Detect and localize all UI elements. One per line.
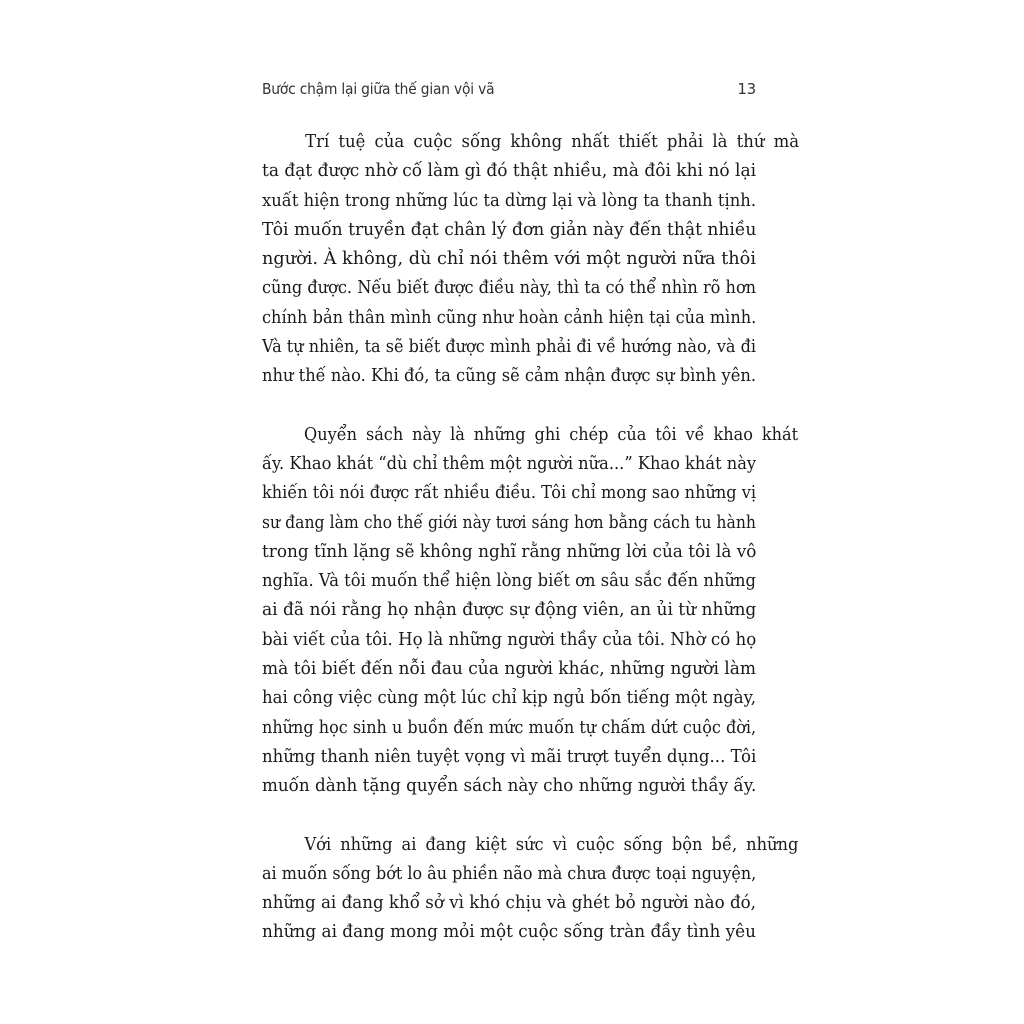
- text-line: bài viết của tôi. Họ là những người thầy của tôi. Nhờ có họ: [262, 628, 757, 650]
- book-title-header: Bước chậm lại giữa thế gian vội vã: [262, 80, 495, 98]
- text-line: ấy. Khao khát “dù chỉ thêm một người nữa...” Khao khát này: [262, 452, 757, 474]
- text-line: Tôi muốn truyền đạt chân lý đơn giản này đến thật nhiều: [262, 218, 757, 240]
- text-line: khiến tôi nói được rất nhiều điều. Tôi chỉ mong sao những vị: [262, 482, 757, 504]
- text-line: Với những ai đang kiệt sức vì cuộc sống bộn bề, những: [304, 833, 799, 855]
- text-line: trong tĩnh lặng sẽ không nghĩ rằng những lời của tôi là vô: [262, 540, 757, 562]
- body-text: [262, 127, 800, 976]
- text-line: mà tôi biết đến nỗi đau của người khác, những người làm: [262, 658, 757, 680]
- text-line: cũng được. Nếu biết được điều này, thì ta có thể nhìn rõ hơn: [262, 277, 757, 299]
- text-line: nghĩa. Và tôi muốn thể hiện lòng biết ơn sâu sắc đến những: [262, 570, 757, 592]
- paragraph-3: [262, 830, 799, 947]
- text-line: những ai đang mong mỏi một cuộc sống tràn đầy tình yêu: [262, 921, 756, 943]
- text-line: Và tự nhiên, ta sẽ biết được mình phải đi về hướng nào, và đi: [262, 336, 757, 358]
- text-line: Quyển sách này là những ghi chép của tôi về khao khát: [304, 423, 799, 445]
- text-line: ta đạt được nhờ cố làm gì đó thật nhiều, mà đôi khi nó lại: [262, 160, 757, 182]
- text-line: những ai đang khổ sở vì khó chịu và ghét bỏ người nào đó,: [262, 892, 756, 914]
- running-head: [262, 80, 756, 104]
- text-line: hai công việc cùng một lúc chỉ kịp ngủ bốn tiếng một ngày,: [262, 687, 756, 709]
- paragraph-2: [262, 420, 799, 801]
- text-line: chính bản thân mình cũng như hoàn cảnh hiện tại của mình.: [262, 306, 757, 328]
- text-line: Trí tuệ của cuộc sống không nhất thiết phải là thứ mà: [305, 131, 800, 152]
- text-line: xuất hiện trong những lúc ta dừng lại và lòng ta thanh tịnh.: [262, 189, 757, 211]
- text-line: sư đang làm cho thế giới này tươi sáng hơn bằng cách tu hành: [262, 511, 756, 533]
- text-line: muốn dành tặng quyển sách này cho những người thầy ấy.: [262, 775, 757, 797]
- page-number: 13: [737, 80, 756, 98]
- paragraph-1: [262, 127, 800, 391]
- text-line: ai muốn sống bớt lo âu phiền não mà chưa được toại nguyện,: [262, 862, 757, 884]
- text-line: người. À không, dù chỉ nói thêm với một người nữa thôi: [262, 248, 756, 270]
- text-line: những thanh niên tuyệt vọng vì mãi trượt tuyển dụng... Tôi: [262, 745, 757, 767]
- text-line: như thế nào. Khi đó, ta cũng sẽ cảm nhận được sự bình yên.: [262, 365, 757, 387]
- text-line: những học sinh u buồn đến mức muốn tự chấm dứt cuộc đời,: [262, 716, 757, 738]
- text-line: ai đã nói rằng họ nhận được sự động viên, an ủi từ những: [262, 599, 757, 621]
